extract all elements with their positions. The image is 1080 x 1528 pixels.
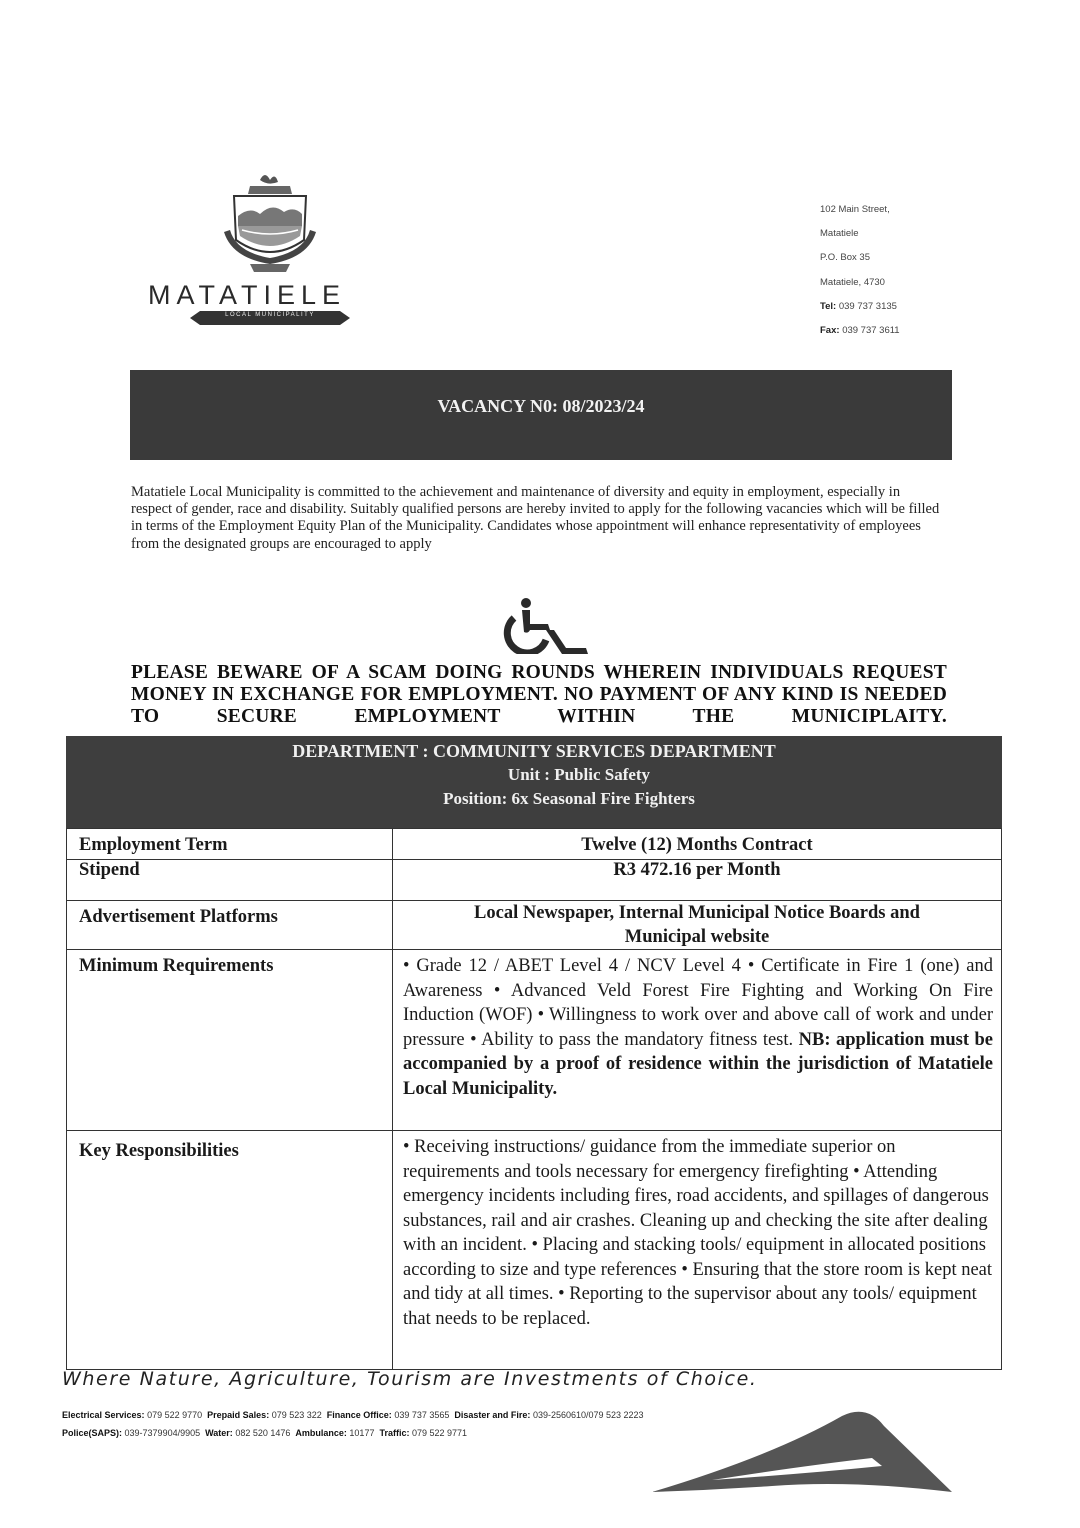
- contact-value: 039-2560610/079 523 2223: [532, 1410, 644, 1420]
- tel-number: 039 737 3135: [838, 300, 897, 312]
- address-po-box: P.O. Box 35: [820, 252, 870, 264]
- table-row: [67, 860, 1002, 901]
- contact-label: Electrical Services:: [62, 1410, 145, 1420]
- contact-label: Disaster and Fire:: [454, 1410, 531, 1420]
- contact-label: Police(SAPS):: [62, 1428, 123, 1438]
- contact-label: Traffic:: [379, 1428, 410, 1438]
- requirements-cell: [393, 950, 1002, 1131]
- table-row: [67, 901, 1002, 950]
- requirements-note: NB: application must be accompanied by a proof of residence within the jurisdiction of Matatiele Local Municipality.: [403, 1029, 993, 1099]
- employment-term-label: Employment Term: [67, 829, 393, 860]
- scam-warning: PLEASE BEWARE OF A SCAM DOING ROUNDS WHEREIN INDIVIDUALS REQUEST MONEY IN EXCHANGE FOR EMPLOYMENT. NO PAYMENT OF ANY KIND IS NEEDED TO SECURE EMPLOYMENT WITHIN THE MUNICIPLAITY.: [131, 662, 947, 727]
- stipend-label: Stipend: [67, 860, 393, 901]
- unit-name: Unit : Public Safety: [507, 765, 651, 784]
- responsibilities-label: Key Responsibilities: [67, 1131, 393, 1370]
- platforms-value: Local Newspaper, Internal Municipal Notice Boards and Municipal website: [393, 901, 1002, 950]
- requirements-text: • Grade 12 / ABET Level 4 / NCV Level 4 • Certificate in Fire 1 (one) and Awareness • Advanced Veld Forest Fire Fighting and Working On Fire Induction (WOF) • Willingness to work over and above call of work and under pressure • Ability to pass the mandatory fitness test.: [403, 956, 993, 1050]
- footer-slogan: Where Nature, Agriculture, Tourism are Investments of Choice.: [62, 1368, 758, 1390]
- contacts-row-1: [62, 1410, 644, 1420]
- address-block: [820, 198, 900, 343]
- requirements-label: Minimum Requirements: [67, 950, 393, 1131]
- contact-value: 079 522 9770: [147, 1410, 203, 1420]
- address-postal: Matatiele, 4730: [820, 276, 885, 288]
- job-details-table: [66, 828, 1002, 1370]
- table-row: [67, 1131, 1002, 1370]
- address-town: Matatiele: [820, 228, 859, 240]
- contact-value: 10177: [349, 1428, 375, 1438]
- contact-label: Prepaid Sales:: [207, 1410, 270, 1420]
- stipend-value: R3 472.16 per Month: [393, 860, 1002, 901]
- tel-label: Tel:: [820, 300, 837, 312]
- contact-value: 039 737 3565: [394, 1410, 450, 1420]
- fax-number: 039 737 3611: [842, 325, 900, 337]
- contact-value: 039-7379904/9905: [124, 1428, 201, 1438]
- contact-label: Ambulance:: [295, 1428, 347, 1438]
- contact-value: 082 520 1476: [235, 1428, 291, 1438]
- contact-label: Water:: [205, 1428, 233, 1438]
- department-name: DEPARTMENT : COMMUNITY SERVICES DEPARTMENT: [292, 741, 776, 761]
- address-fax: [820, 319, 900, 343]
- address-tel: [820, 295, 900, 319]
- responsibilities-text: • Receiving instructions/ guidance from the immediate superior on requirements and tools necessary for emergency firefighting • Attending emergency incidents including fires, road accidents, and spillages of dangerous substances, rail and air crashes. Cleaning up and checking the site after dealing with an incident. • Placing and stacking tools/ equipment in allocated positions according to size and type references • Ensuring that the store room is kept neat and tidy at all times. • Reporting to the supervisor about any tools/ equipment that needs to be replaced.: [393, 1131, 1002, 1370]
- contact-label: Finance Office:: [326, 1410, 392, 1420]
- position-title: Position: 6x Seasonal Fire Fighters: [443, 789, 695, 808]
- vacancy-title: VACANCY N0: 08/2023/24: [437, 396, 645, 416]
- table-row: [67, 950, 1002, 1131]
- contact-value: 079 522 9771: [412, 1428, 468, 1438]
- contact-value: 079 523 322: [271, 1410, 322, 1420]
- fax-label: Fax:: [820, 325, 840, 337]
- contacts-row-2: [62, 1428, 467, 1438]
- municipality-name: MATATIELE: [148, 280, 347, 310]
- platforms-label: Advertisement Platforms: [67, 901, 393, 950]
- address-street: 102 Main Street,: [820, 204, 890, 215]
- intro-paragraph: Matatiele Local Municipality is committed to the achievement and maintenance of diversity and equity in employment, especially in respect of gender, race and disability. Suitably qualified persons are hereby invited to apply for the following vacancies which will be filled in terms of the Employment Equity Plan of the Municipality. Candidates whose appointment will enhance representativity of employees from the designated groups are encouraged to apply: [131, 484, 940, 552]
- wheelchair-accessibility-icon: [488, 598, 592, 654]
- municipality-subtitle: LOCAL MUNICIPALITY: [225, 312, 315, 318]
- mountain-decoration-icon: [652, 1396, 952, 1496]
- table-row: [67, 829, 1002, 860]
- employment-term-value: Twelve (12) Months Contract: [393, 829, 1002, 860]
